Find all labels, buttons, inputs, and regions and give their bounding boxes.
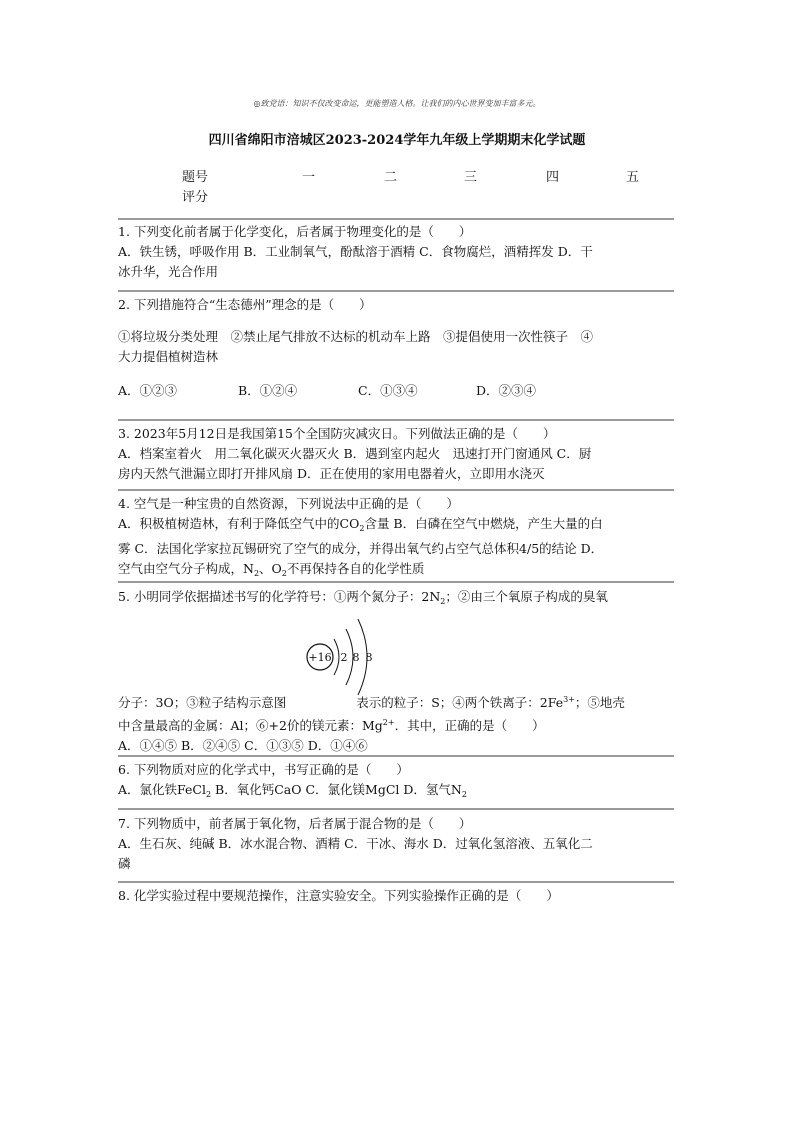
question-text: 2. 下列措施符合“生态德州”理念的是（ ）	[118, 297, 372, 312]
divider	[118, 290, 674, 292]
question-4	[118, 494, 678, 584]
divider	[118, 419, 674, 421]
question-statements: 大力提倡植树造林	[118, 349, 219, 364]
score-table-cell: 四	[546, 170, 560, 185]
question-text: 8. 化学实验过程中要规范操作，注意实验安全。下列实验操作正确的是（ ）	[118, 888, 559, 903]
motto: ◎致党语：知识不仅改变命运，更能塑造人格。让我们的内心世界变加丰富多元。	[253, 99, 541, 108]
score-table-cell: 评分	[182, 190, 209, 205]
question-8	[118, 886, 678, 906]
question-text: 4. 空气是一种宝贵的自然资源，下列说法中正确的是（ ）	[118, 496, 459, 511]
question-3	[118, 424, 678, 484]
score-table-cell: 题号	[182, 170, 209, 185]
question-options: A．档案室着火 用二氧化碳灭火器灭火 B．遇到室内起火 迅速打开门窗通风 C．厨	[118, 446, 592, 461]
option: A．①②③	[118, 383, 178, 398]
question-2	[118, 295, 678, 401]
option: B．①②④	[238, 383, 298, 398]
question-options	[118, 381, 678, 401]
electron-shell	[334, 639, 339, 675]
score-table-cell: 二	[384, 170, 398, 185]
question-text: 1. 下列变化前者属于化学变化，后者属于物理变化的是（ ）	[118, 224, 472, 239]
divider	[118, 218, 674, 220]
question-options: A．氯化铁FeCl$_2$ B．氧化钙CaO C．氯化镁MgCl D．氢气$N_2$	[118, 782, 467, 799]
option: D．②③④	[476, 383, 537, 398]
question-options: A．①④⑤ B．②④⑤ C．①③⑤ D．①④⑥	[118, 738, 368, 753]
question-options: A．生石灰、纯碱 B．冰水混合物、酒精 C．干冰、海水 D．过氧化氢溶液、五氧化二	[118, 836, 593, 851]
score-table-cell: 三	[464, 170, 478, 185]
page-title: 四川省绵阳市涪城区2023-2024学年九年级上学期期末化学试题	[208, 133, 586, 148]
question-1	[118, 222, 678, 282]
electron-count: 2	[340, 651, 348, 664]
question-options: A．积极植树造林，有利于降低空气中的$CO_2$含量 B．白磷在空气中燃烧，产生大量的白	[118, 516, 603, 533]
question-options: 雾 C．法国化学家拉瓦锡研究了空气的成分，并得出氧气约占空气总体积4/5的结论 D．	[118, 541, 604, 556]
question-options: 房内天然气泄漏立即打开排风扇 D．正在使用的家用电器着火，立即用水浇灭	[118, 466, 545, 481]
divider	[118, 489, 674, 491]
question-7	[118, 814, 678, 874]
divider	[118, 881, 674, 883]
question-statements: ①将垃圾分类处理 ②禁止尾气排放不达标的机动车上路 ③提倡使用一次性筷子 ④	[118, 329, 594, 344]
question-text: 7. 下列物质中，前者属于氧化物，后者属于混合物的是（ ）	[118, 816, 472, 831]
electron-count: 8	[365, 651, 373, 664]
electron-count: 8	[352, 651, 360, 664]
score-table-cell: 一	[302, 170, 316, 185]
question-text: 3. 2023年5月12日是我国第15个全国防灾减灾日。下列做法正确的是（ ）	[118, 426, 556, 441]
atom-structure-diagram	[300, 612, 400, 702]
question-text: 5. 小明同学依据描述书写的化学符号：①两个氮分子：$2N_2$；②由三个氧原子构成的臭氧	[118, 589, 608, 606]
question-6	[118, 760, 678, 805]
option: C．①③④	[358, 383, 418, 398]
divider	[118, 755, 674, 757]
question-options: 冰升华，光合作用	[118, 264, 219, 279]
question-options: 空气由空气分子构成，$N_2$、$O_2$不再保持各自的化学性质	[118, 561, 425, 578]
question-options: 磷	[118, 856, 131, 871]
divider	[118, 581, 674, 583]
divider	[118, 808, 674, 810]
question-text: 分子：3O；③粒子结构示意图 表示的粒子：S；④两个铁离子：$2Fe^{3+}$；⑤地壳	[118, 695, 625, 710]
score-table-cell: 五	[626, 170, 640, 185]
nucleus-charge: +16	[308, 651, 332, 664]
question-text: 6. 下列物质对应的化学式中，书写正确的是（ ）	[118, 762, 409, 777]
question-options: A．铁生锈，呼吸作用 B．工业制氧气，酚酞溶于酒精 C．食物腐烂，酒精挥发 D．干	[118, 244, 593, 259]
question-text: 中含量最高的金属：Al；⑥+2价的镁元素：$Mg^{2+}$．其中，正确的是（ ）	[118, 718, 545, 733]
